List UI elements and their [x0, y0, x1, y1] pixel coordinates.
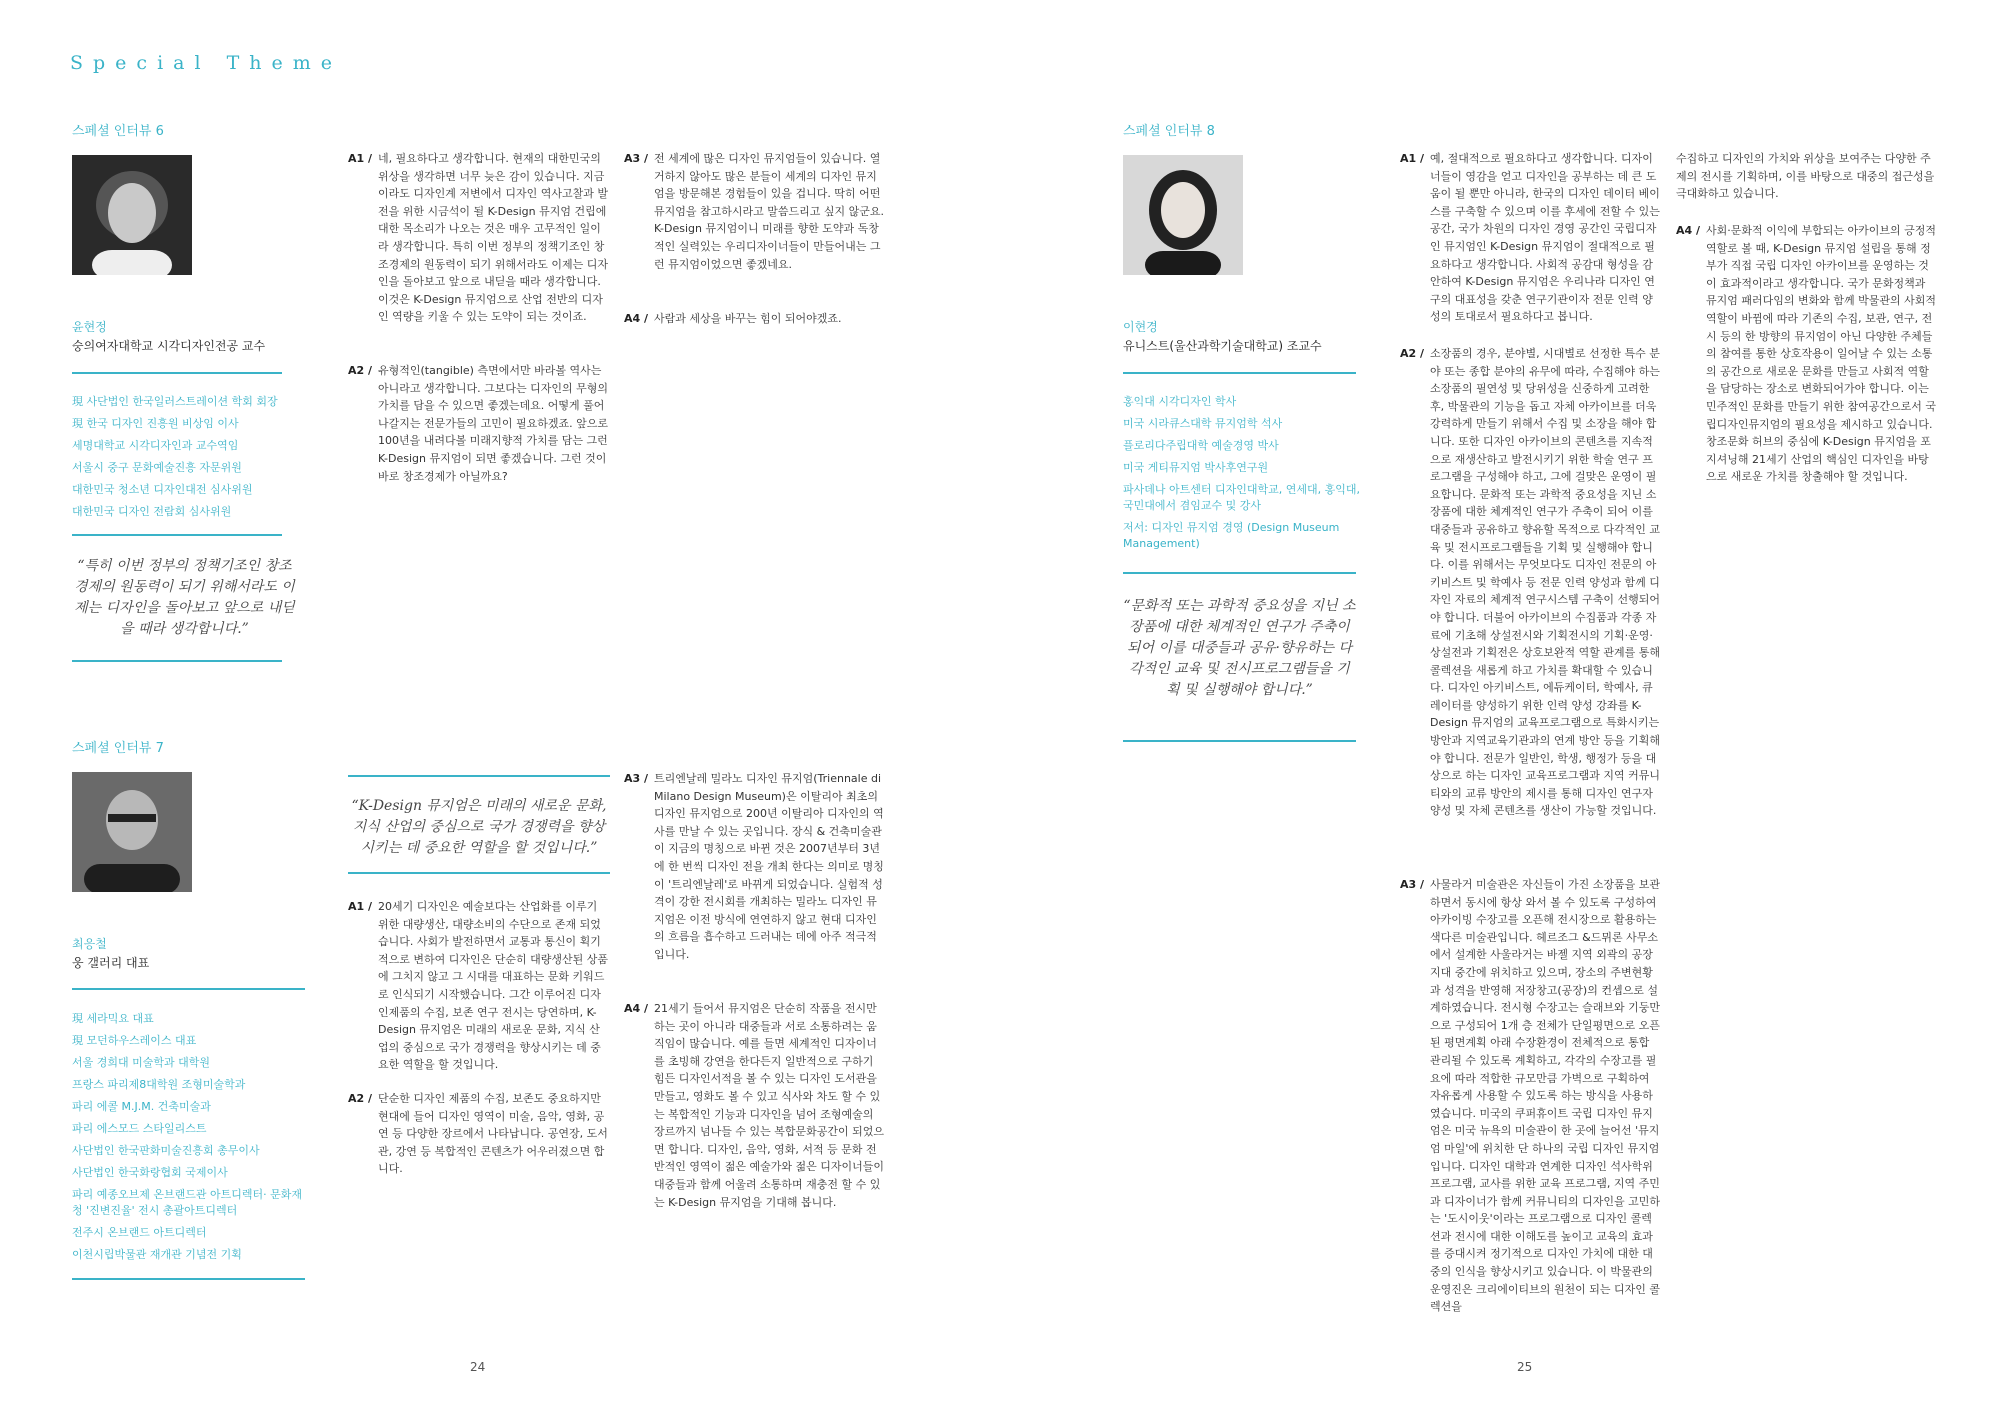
career-item: 미국 시라큐스대학 뮤지엄학 석사: [1123, 417, 1283, 430]
answer-label: A1 /: [1400, 152, 1425, 165]
career-item: 대한민국 청소년 디자인대전 심사위원: [72, 483, 253, 496]
career-item: 現 사단법인 한국일러스트레이션 학회 회장: [72, 395, 278, 408]
interview7-portrait: [72, 772, 192, 892]
interview7-role: 웅 갤러리 대표: [72, 956, 150, 970]
interview6-quote: “특히 이번 정부의 정책기조인 창조경제의 원동력이 되기 위해서라도 이제는 디자인을 돌아보고 앞으로 내딛을 때라 생각합니다.”: [74, 558, 295, 637]
interview8-quote: “문화적 또는 과학적 중요성을 지닌 소장품에 대한 체계적인 연구가 주축이 되어 이를 대중들과 공유·향유하는 다각적인 교육 및 전시프로그램들을 기획 및 실행해야 합니다.”: [1123, 598, 1356, 698]
answer-label: A3 /: [624, 772, 649, 785]
interview6-answer-a4: [624, 310, 886, 328]
career-item: 現 모던하우스레이스 대표: [72, 1034, 197, 1047]
career-item: 사단법인 한국화랑협회 국제이사: [72, 1166, 228, 1179]
interview7-answer-a1: [348, 898, 610, 1074]
divider: [72, 1278, 305, 1280]
answer-text: 트리엔날레 밀라노 디자인 뮤지엄(Triennale di Milano Design Museum)은 이탈리아 최초의 디자인 뮤지엄으로 200년 이탈리아 디자인의 역사를 만날 수 있는 곳입니다. 장식 & 건축미술관이 지금의 명칭으로 바뀐 것은 2007년부터 3년에 한 번씩 디자인 전을 개최 한다는 의미로 명칭이 '트리엔날레'로 바뀌게 되었습니다. 실험적 성격이 강한 전시회를 개최하는 밀라노 디자인 뮤지엄은 이전 방식에 연연하지 않고 현대 디자인의 흐름을 흡수하고 드러내는 데에 아주 적극적입니다.: [654, 772, 884, 961]
answer-label: A3 /: [1400, 878, 1425, 891]
answer-label: A4 /: [624, 312, 649, 325]
answer-text: 단순한 디자인 제품의 수집, 보존도 중요하지만 현대에 들어 디자인 영역이 미술, 음악, 영화, 공연 등 다양한 장르에서 나타납니다. 공연장, 도서관, 강연 등 복합적인 콘텐츠가 어우러졌으면 합니다.: [378, 1092, 608, 1176]
answer-label: A4 /: [1676, 224, 1701, 237]
answer-label: A1 /: [348, 152, 373, 165]
special-theme-header: Special Theme: [70, 52, 342, 74]
answer-label: A1 /: [348, 900, 373, 913]
interview7-answer-a4: [624, 1000, 886, 1211]
career-item: 세명대학교 시각디자인과 교수역임: [72, 439, 239, 452]
interview7-title: 스페셜 인터뷰 7: [72, 741, 164, 756]
answer-label: A3 /: [624, 152, 649, 165]
interview8-answer-a3: [1400, 876, 1662, 1316]
answer-label: A2 /: [348, 364, 373, 377]
career-item: 전주시 온브랜드 아트디렉터: [72, 1226, 207, 1239]
interview7-quote: “K-Design 뮤지엄은 미래의 새로운 문화, 지식 산업의 중심으로 국가 경쟁력을 향상시키는 데 중요한 역할을 할 것입니다.”: [351, 798, 607, 856]
divider: [72, 372, 282, 374]
interview6-portrait: [72, 155, 192, 275]
divider: [1123, 372, 1356, 374]
career-item: 現 세라믹요 대표: [72, 1012, 154, 1025]
interview8-answer-a4: [1676, 222, 1938, 486]
career-item: 저서: 디자인 뮤지엄 경영 (Design Museum Management): [1123, 521, 1340, 550]
interview7-name: 최응철: [72, 937, 107, 951]
interview7-answer-a2: [348, 1090, 610, 1178]
interview8-answer-a2: [1400, 345, 1662, 820]
page-number-right: 25: [1517, 1360, 1533, 1374]
divider: [72, 660, 282, 662]
interview6-career: [72, 391, 312, 523]
interview8-answer-a3-continued: [1676, 150, 1938, 203]
answer-label: A2 /: [348, 1092, 373, 1105]
answer-text: 21세기 들어서 뮤지엄은 단순히 작품을 전시만 하는 곳이 아니라 대중들과 서로 소통하려는 움직임이 많습니다. 예를 들면 세계적인 디자이너를 초빙해 강연을 한다든지 일반적으로 구하기 힘든 디자인서적을 볼 수 있는 디자인 도서관을 만들고, 영화도 볼 수 있고 식사와 차도 할 수 있는 복합적인 기능과 디자인을 넘어 조형예술의 장르까지 넘나들 수 있는 복합문화공간이 되었으면 합니다. 디자인, 음악, 영화, 서적 등 문화 전반적인 영역이 젊은 예술가와 젊은 디자이너들이 대중들과 함께 어울려 소통하며 재충전 할 수 있는 K-Design 뮤지엄을 기대해 봅니다.: [654, 1002, 885, 1209]
divider: [72, 534, 282, 536]
divider: [1123, 572, 1356, 574]
career-item: 파리 예종오브제 온브랜드관 아트디렉터· 문화재청 '진변진율' 전시 총괄아트디렉터: [72, 1188, 303, 1217]
interview8-name: 이현경: [1123, 320, 1158, 334]
answer-text: 사물라거 미술관은 자신들이 가진 소장품을 보관하면서 동시에 항상 와서 볼 수 있도록 구성하여 아카이빙 수장고를 오픈해 전시장으로 활용하는 색다른 미술관입니다. 헤르조그 &드뮈론 사무소에서 설계한 사울라거는 바젤 지역 외곽의 공장지대 중간에 위치하고 있으며, 장소의 주변현황과 성격을 반영해 저장창고(공장)의 컨셉으로 설계하였습니다. 전시형 수장고는 슬래브와 기둥만으로 구성되어 1개 층 전체가 단일평면으로 오픈된 평면계획 아래 수장환경이 전체적으로 통합 관리될 수 있도록 계획하고, 각각의 수장고를 필요에 따라 적합한 규모만큼 가벽으로 구획하여 자유롭게 사용할 수 있도록 하는 방식을 사용하였습니다. 미국의 쿠퍼휴이트 국립 디자인 뮤지엄은 미국 뉴욕의 미술관이 한 곳에 늘어선 '뮤지엄 마일'에 위치한 단 하나의 국립 디자인 뮤지엄입니다. 디자인 대학과 연계한 디자인 석사학위 프로그램, 교사를 위한 교육 프로그램, 지역 주민과 디자이너가 함께 커뮤니티의 디자인을 고민하는 '도시이웃'이라는 프로그램으로 디자인 콜렉션과 전시에 대한 이해도를 높이고 교육의 효과를 증대시켜 정기적으로 디자인 가치에 대한 대중의 인식을 향상시키고 있습니다. 이 박물관의 운영진은 크리에이티브의 원천이 되는 디자인 콜렉션을: [1430, 878, 1661, 1314]
career-item: 서울 경희대 미술학과 대학원: [72, 1056, 211, 1069]
answer-text: 유형적인(tangible) 측면에서만 바라볼 역사는 아니라고 생각합니다. 그보다는 디자인의 무형의 가치를 담을 수 있으면 좋겠는데요. 어떻게 풀어나갈지는 전문가들의 고민이 필요하겠죠. 앞으로 100년을 내려다볼 미래지향적 가치를 담는 그런 K-Design 뮤지엄이 되면 좋겠습니다. 그런 것이 바로 창조경제가 아닐까요?: [378, 364, 609, 483]
career-item: 사단법인 한국판화미술진흥회 총무이사: [72, 1144, 260, 1157]
answer-text: 소장품의 경우, 분야별, 시대별로 선정한 특수 분야 또는 종합 분야의 유무에 따라, 수집해야 하는 소장품의 필연성 및 당위성을 신중하게 고려한 후, 박물관의 기능을 돕고 자체 아카이브를 더욱 강력하게 만들기 위해서 수집 및 소장을 해야 합니다. 또한 디자인 아카이브의 콘텐츠를 지속적으로 재생산하고 발전시키기 위한 학술 연구 프로그램을 구성해야 하고, 그에 걸맞은 운영이 필요합니다. 문화적 또는 과학적 중요성을 지닌 소장품에 대한 체계적인 연구가 주축이 되어 이를 대중들과 공유하고 향유할 목적으로 다각적인 교육 및 전시프로그램들을 기획 및 실행해야 합니다. 이를 위해서는 무엇보다도 디자인 전문의 아키비스트 및 학예사 등 전문 인력 양성과 함께 디자인 자료의 체계적 연구시스템 구축이 선행되어야 합니다. 더불어 아카이브의 수집품과 각종 자료에 기초해 상설전시와 기획전시의 기획·운영·상설전과 기획전은 상호보완적 역할 관계를 통해 콜렉션을 새롭게 하고 가치를 확대할 수 있습니다. 디자인 아키비스트, 에듀케이터, 학예사, 큐레이터를 양성하기 위한 인력 양성 강좌를 K-Design 뮤지엄의 교육프로그램으로 특화시키는 방안과 지역교육기관과의 연계 방안 등을 기획해야 합니다. 전문가 일반인, 학생, 행정가 등을 대상으로 하는 디자인 교육프로그램과 지역 커뮤니티와의 교류 방안의 제시를 통해 디자인 연구자 양성 및 자체 콘텐츠를 생산이 가능할 것입니다.: [1430, 347, 1661, 818]
career-item: 파사데나 아트센터 디자인대학교, 연세대, 홍익대, 국민대에서 겸임교수 및 강사: [1123, 483, 1360, 512]
answer-text: 사회·문화적 이익에 부합되는 아카이브의 긍정적 역할로 볼 때, K-Design 뮤지엄 설립을 통해 정부가 직접 국립 디자인 아카이브를 운영하는 것이 효과적이라고 생각합니다. 국가 문화정책과 뮤지엄 패러다임의 변화와 함께 박물관의 사회적 역할이 바뀜에 따라 기존의 수집, 보관, 연구, 전시 등의 한 방향의 뮤지엄이 아닌 다양한 주체들의 참여를 통한 상호작용이 일어날 수 있는 소통의 공간으로 새로운 문화를 만들고 사회적 역할을 담당하는 장소로 변화되어가야 합니다. 이는 민주적인 문화를 만들기 위한 참여공간으로서 국립디자인뮤지엄의 필요성을 제시하고 있습니다. 창조문화 허브의 중심에 K-Design 뮤지엄을 포지셔닝해 21세기 산업의 핵심인 디자인을 바탕으로 새로운 가치를 창출해야 할 것입니다.: [1706, 224, 1937, 484]
interview6-name: 윤현정: [72, 320, 107, 334]
career-item: 現 한국 디자인 진흥원 비상임 이사: [72, 417, 239, 430]
divider: [72, 988, 305, 990]
answer-text: 전 세계에 많은 디자인 뮤지엄들이 있습니다. 열거하지 않아도 많은 분들이 세계의 디자인 뮤지엄을 방문해본 경험들이 있을 겁니다. 딱히 어떤 뮤지엄을 참고하시라고 말씀드리고 싶지 않군요. K-Design 뮤지엄이니 미래를 향한 도약과 독창적인 실력있는 우리디자이너들이 만들어내는 그런 뮤지엄이었으면 좋겠네요.: [654, 152, 885, 271]
answer-text: 예, 절대적으로 필요하다고 생각합니다. 디자이너들이 영감을 얻고 디자인을 공부하는 데 큰 도움이 될 뿐만 아니라, 한국의 디자인 데이터 베이스를 구축할 수 있으며 이를 후세에 전할 수 있는 공간, 국가 차원의 디자인 경영 공간인 국립디자인 뮤지엄인 K-Design 뮤지엄이 절대적으로 필요하다고 생각합니다. 사회적 공감대 형성을 감안하여 K-Design 뮤지엄은 우리나라 디자인 연구의 대표성을 갖춘 연구기관이자 전문 인력 양성의 토대로서 필요하다고 봅니다.: [1430, 152, 1660, 324]
career-item: 대한민국 디자인 전람회 심사위원: [72, 505, 232, 518]
career-item: 미국 게티뮤지엄 박사후연구원: [1123, 461, 1269, 474]
answer-text: 네, 필요하다고 생각합니다. 현재의 대한민국의 위상을 생각하면 너무 늦은 감이 있습니다. 지금이라도 디자인계 저변에서 디자인 역사고찰과 발전을 위한 시금석이 될 K-Design 뮤지엄 건립에 대한 목소리가 나오는 것은 매우 고무적인 일이라 생각합니다. 특히 이번 정부의 정책기조인 창조경제의 원동력이 되기 위해서라도 이제는 디자인을 돌아보고 앞으로 내딛을 때라 생각합니다. 이것은 K-Design 뮤지엄으로 산업 전반의 디자인 역량을 키울 수 있는 도약이 되는 것이죠.: [378, 152, 609, 324]
career-item: 서울시 중구 문화예술진흥 자문위원: [72, 461, 242, 474]
interview8-portrait: [1123, 155, 1243, 275]
answer-text: 수집하고 디자인의 가치와 위상을 보여주는 다양한 주제의 전시를 기획하며, 이를 바탕으로 대중의 접근성을 극대화하고 있습니다.: [1676, 152, 1935, 201]
interview8-career: [1123, 391, 1363, 555]
answer-text: 20세기 디자인은 예술보다는 산업화를 이루기 위한 대량생산, 대량소비의 수단으로 존재 되었습니다. 사회가 발전하면서 교통과 통신이 획기적으로 변하여 디자인은 단순히 대량생산된 상품에 그치지 않고 그 시대를 대표하는 문화 키워드로 인식되기 시작했습니다. 그간 이루어진 디자인제품의 수집, 보존 연구 전시는 당연하며, K-Design 뮤지엄은 미래의 새로운 문화, 지식 산업의 중심으로 국가 경쟁력을 향상시키는 데 중요한 역할을 할 것입니다.: [378, 900, 609, 1072]
career-item: 이천시립박물관 재개관 기념전 기획: [72, 1248, 242, 1261]
interview8-title: 스페셜 인터뷰 8: [1123, 124, 1215, 139]
interview7-answer-a3: [624, 770, 886, 964]
answer-label: A4 /: [624, 1002, 649, 1015]
divider: [348, 775, 610, 777]
interview8-answer-a1: [1400, 150, 1662, 326]
career-item: 홍익대 시각디자인 학사: [1123, 395, 1237, 408]
interview6-role: 숭의여자대학교 시각디자인전공 교수: [72, 339, 266, 353]
answer-text: 사람과 세상을 바꾸는 힘이 되어야겠죠.: [654, 312, 842, 325]
page-number-left: 24: [470, 1360, 486, 1374]
interview6-answer-a1: [348, 150, 610, 326]
interview6-title: 스페셜 인터뷰 6: [72, 124, 164, 139]
interview6-answer-a3: [624, 150, 886, 273]
career-item: 프랑스 파리제8대학원 조형미술학과: [72, 1078, 246, 1091]
interview8-role: 유니스트(울산과학기술대학교) 조교수: [1123, 339, 1322, 353]
divider: [348, 872, 610, 874]
career-item: 플로리다주립대학 예술경영 박사: [1123, 439, 1279, 452]
interview7-career: [72, 1008, 312, 1266]
divider: [1123, 740, 1356, 742]
career-item: 파리 에콜 M.J.M. 건축미술과: [72, 1100, 211, 1113]
answer-label: A2 /: [1400, 347, 1425, 360]
interview6-answer-a2: [348, 362, 610, 485]
career-item: 파리 에스모드 스타일리스트: [72, 1122, 207, 1135]
